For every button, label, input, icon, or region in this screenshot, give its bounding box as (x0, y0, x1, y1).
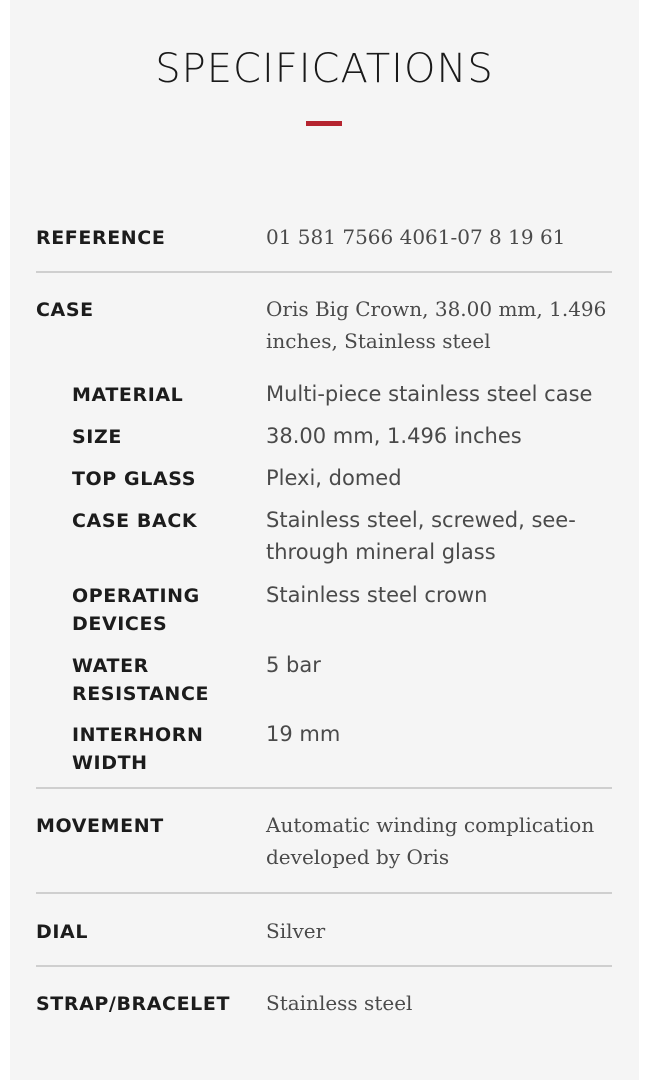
spec-sublabel: WIDTH (72, 752, 148, 774)
spec-sublabel: TOP GLASS (72, 468, 196, 490)
specifications-panel (10, 0, 639, 1080)
spec-sublabel: INTERHORN (72, 724, 204, 746)
spec-sublabel: DEVICES (72, 613, 168, 635)
spec-value: Stainless steel, screwed, see-through mineral glass (266, 508, 576, 564)
spec-label: STRAP/BRACELET (36, 993, 231, 1015)
spec-value: Automatic winding complication developed by Oris (266, 813, 595, 869)
spec-sublabel: MATERIAL (72, 384, 184, 406)
spec-value: 38.00 mm, 1.496 inches (266, 424, 522, 448)
page-title: SPECIFICATIONS (155, 46, 494, 92)
spec-value: Plexi, domed (266, 466, 402, 490)
divider (36, 271, 612, 273)
spec-label: REFERENCE (36, 227, 166, 249)
spec-value: Multi-piece stainless steel case (266, 382, 593, 406)
spec-value: Stainless steel crown (266, 583, 488, 607)
divider (36, 787, 612, 789)
spec-sublabel: OPERATING (72, 585, 200, 607)
spec-value: 19 mm (266, 722, 341, 746)
divider (36, 965, 612, 967)
spec-value: Stainless steel (266, 991, 413, 1015)
spec-sublabel: RESISTANCE (72, 683, 210, 705)
spec-label: MOVEMENT (36, 815, 164, 837)
spec-sublabel: CASE BACK (72, 510, 198, 532)
spec-value: Silver (266, 919, 326, 943)
spec-sublabel: WATER (72, 655, 149, 677)
spec-label: CASE (36, 299, 94, 321)
title-accent-bar (306, 121, 342, 126)
spec-value: 01 581 7566 4061-07 8 19 61 (266, 225, 566, 249)
spec-sublabel: SIZE (72, 426, 122, 448)
spec-value: 5 bar (266, 653, 321, 677)
divider (36, 892, 612, 894)
spec-value: Oris Big Crown, 38.00 mm, 1.496 inches, Stainless steel (266, 297, 607, 353)
spec-label: DIAL (36, 921, 89, 943)
